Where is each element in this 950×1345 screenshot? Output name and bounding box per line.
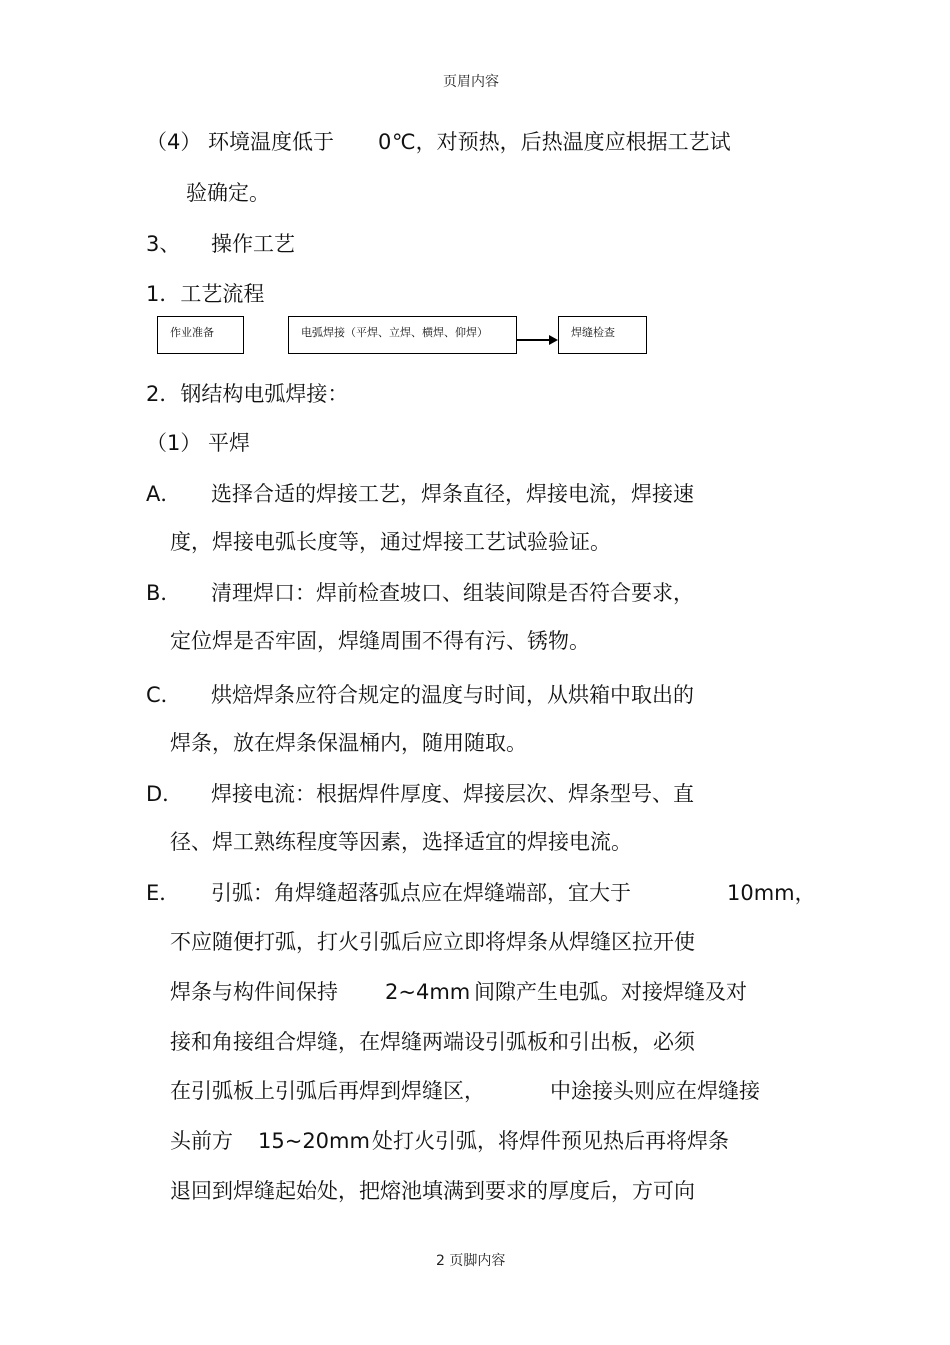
text-line: 定位焊是否牢固，焊缝周围不得有污、锈物。: [170, 629, 590, 653]
arrow-head-icon: [549, 335, 558, 345]
text-line: 退回到焊缝起始处，把熔池填满到要求的厚度后，方可向: [170, 1179, 695, 1203]
list-marker: C．: [146, 683, 182, 707]
text-line: （4） 环境温度低于: [146, 130, 335, 154]
list-marker: A．: [146, 482, 182, 506]
section-number: 3、: [146, 232, 181, 256]
text-line: 验确定。: [186, 181, 270, 205]
list-marker: B．: [146, 581, 182, 605]
text-line: 焊条与构件间保持: [170, 980, 338, 1004]
text-line: 0: [378, 130, 392, 154]
text-line: 不应随便打弧，打火引弧后应立即将焊条从焊缝区拉开使: [170, 930, 695, 954]
text-line: 烘焙焊条应符合规定的温度与时间，从烘箱中取出的: [211, 683, 694, 707]
text-line: 处打火引弧，将焊件预见热后再将焊条: [372, 1129, 729, 1153]
text-line: 间隙产生电弧。对接焊缝及对: [474, 980, 747, 1004]
text-line: 焊条，放在焊条保温桶内，随用随取。: [170, 731, 527, 755]
text-line: 头前方: [170, 1129, 233, 1153]
text-line: 径、焊工熟练程度等因素，选择适宜的焊接电流。: [170, 830, 632, 854]
text-line: 接和角接组合焊缝，在焊缝两端设引弧板和引出板，必须: [170, 1030, 695, 1054]
text-line: 清理焊口：焊前检查坡口、组装间隙是否符合要求，: [211, 581, 694, 605]
text-line: 在引弧板上引弧后再焊到焊缝区，: [170, 1079, 485, 1103]
flow-box-arc-welding: 电弧焊接（平焊、立焊、横焊、仰焊）: [288, 316, 517, 354]
subsection-title: 1．工艺流程: [146, 282, 265, 306]
item-title: （1） 平焊: [146, 431, 251, 455]
text-line: 10mm，: [727, 881, 816, 905]
text-line: 选择合适的焊接工艺，焊条直径，焊接电流，焊接速: [211, 482, 694, 506]
list-marker: D．: [146, 782, 184, 806]
page-footer: 2 页脚内容: [436, 1253, 506, 1269]
text-line: 焊接电流：根据焊件厚度、焊接层次、焊条型号、直: [211, 782, 694, 806]
text-line: 中途接头则应在焊缝接: [550, 1079, 760, 1103]
subsection-title: 2．钢结构电弧焊接：: [146, 382, 349, 406]
flow-arrow: [517, 339, 550, 341]
flow-box-inspection: 焊缝检查: [558, 316, 647, 354]
list-marker: E．: [146, 881, 181, 905]
text-line: 引弧：角焊缝超落弧点应在焊缝端部，宜大于: [211, 881, 631, 905]
text-line: 15~20mm: [258, 1129, 370, 1153]
text-line: 度，焊接电弧长度等，通过焊接工艺试验验证。: [170, 530, 611, 554]
flow-box-prepare: 作业准备: [157, 316, 244, 354]
page-header: 页眉内容: [443, 74, 499, 90]
section-title: 操作工艺: [211, 232, 295, 256]
text-line: ℃，对预热，后热温度应根据工艺试: [392, 130, 731, 154]
text-line: 2~4mm: [385, 980, 471, 1004]
